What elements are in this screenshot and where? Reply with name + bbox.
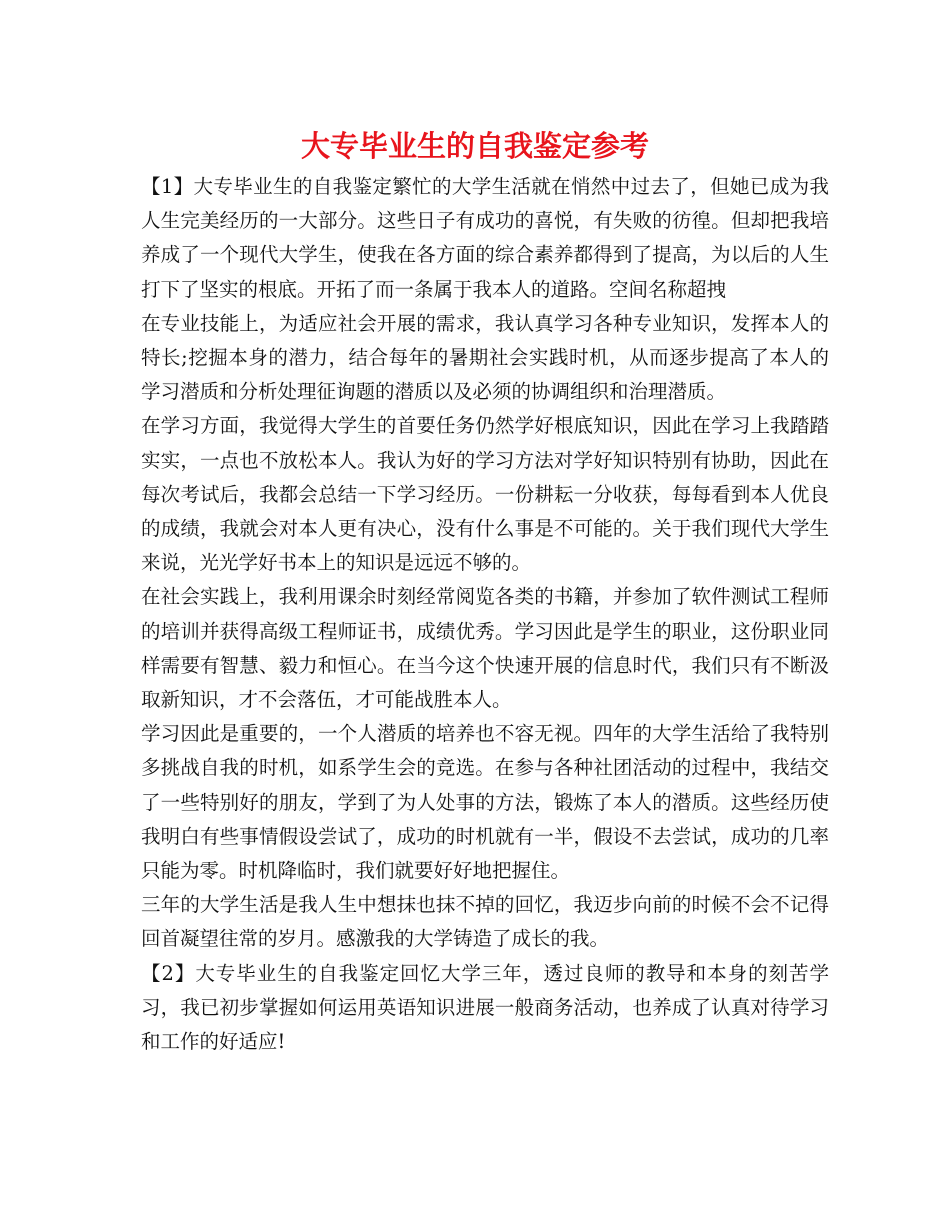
document-title: 大专毕业生的自我鉴定参考 [300,129,649,163]
paragraph-5: 学习因此是重要的，一个人潜质的培养也不容无视。四年的大学生活给了我特别多挑战自我的时机，如系学生会的竞选。在参与各种社团活动的过程中，我结交了一些特别好的朋友，学到了为人处事的方法，锻炼了本人的潜质。这些经历使我明白有些事情假设尝试了，成功的时机就有一半，假设不去尝试，成功的几率只能为零。时机降临时，我们就要好好地把握住。 [141,722,829,883]
paragraph-7: 【2】大专毕业生的自我鉴定回忆大学三年，透过良师的教导和本身的刻苦学习，我已初步掌握如何运用英语知识进展一般商务活动，也养成了认真对待学习和工作的好适应! [141,961,829,1054]
paragraph-3: 在学习方面，我觉得大学生的首要任务仍然学好根底知识，因此在学习上我踏踏实实，一点也不放松本人。我认为好的学习方法对学好知识特别有协助，因此在每次考试后，我都会总结一下学习经历。一份耕耘一分收获，每每看到本人优良的成绩，我就会对本人更有决心，没有什么事是不可能的。关于我们现代大学生来说，光光学好书本上的知识是远远不够的。 [141,414,829,575]
paragraph-1: 【1】大专毕业生的自我鉴定繁忙的大学生活就在悄然中过去了，但她已成为我人生完美经历的一大部分。这些日子有成功的喜悦，有失败的彷徨。但却把我培养成了一个现代大学生，使我在各方面的综合素养都得到了提高，为以后的人生打下了坚实的根底。开拓了而一条属于我本人的道路。空间名称超拽 [141,175,829,301]
paragraph-4: 在社会实践上，我利用课余时刻经常阅览各类的书籍，并参加了软件测试工程师的培训并获得高级工程师证书，成绩优秀。学习因此是学生的职业，这份职业同样需要有智慧、毅力和恒心。在当今这个快速开展的信息时代，我们只有不断汲取新知识，才不会落伍，才可能战胜本人。 [141,585,829,712]
paragraph-2: 在专业技能上，为适应社会开展的需求，我认真学习各种专业知识，发挥本人的特长;挖掘本身的潜力，结合每年的暑期社会实践时机，从而逐步提高了本人的学习潜质和分析处理征询题的潜质以及必须的协调组织和治理潜质。 [141,311,829,404]
paragraph-6: 三年的大学生活是我人生中想抹也抹不掉的回忆，我迈步向前的时候不会不记得回首凝望往常的岁月。感激我的大学铸造了成长的我。 [141,893,829,951]
document-body [141,170,829,1059]
